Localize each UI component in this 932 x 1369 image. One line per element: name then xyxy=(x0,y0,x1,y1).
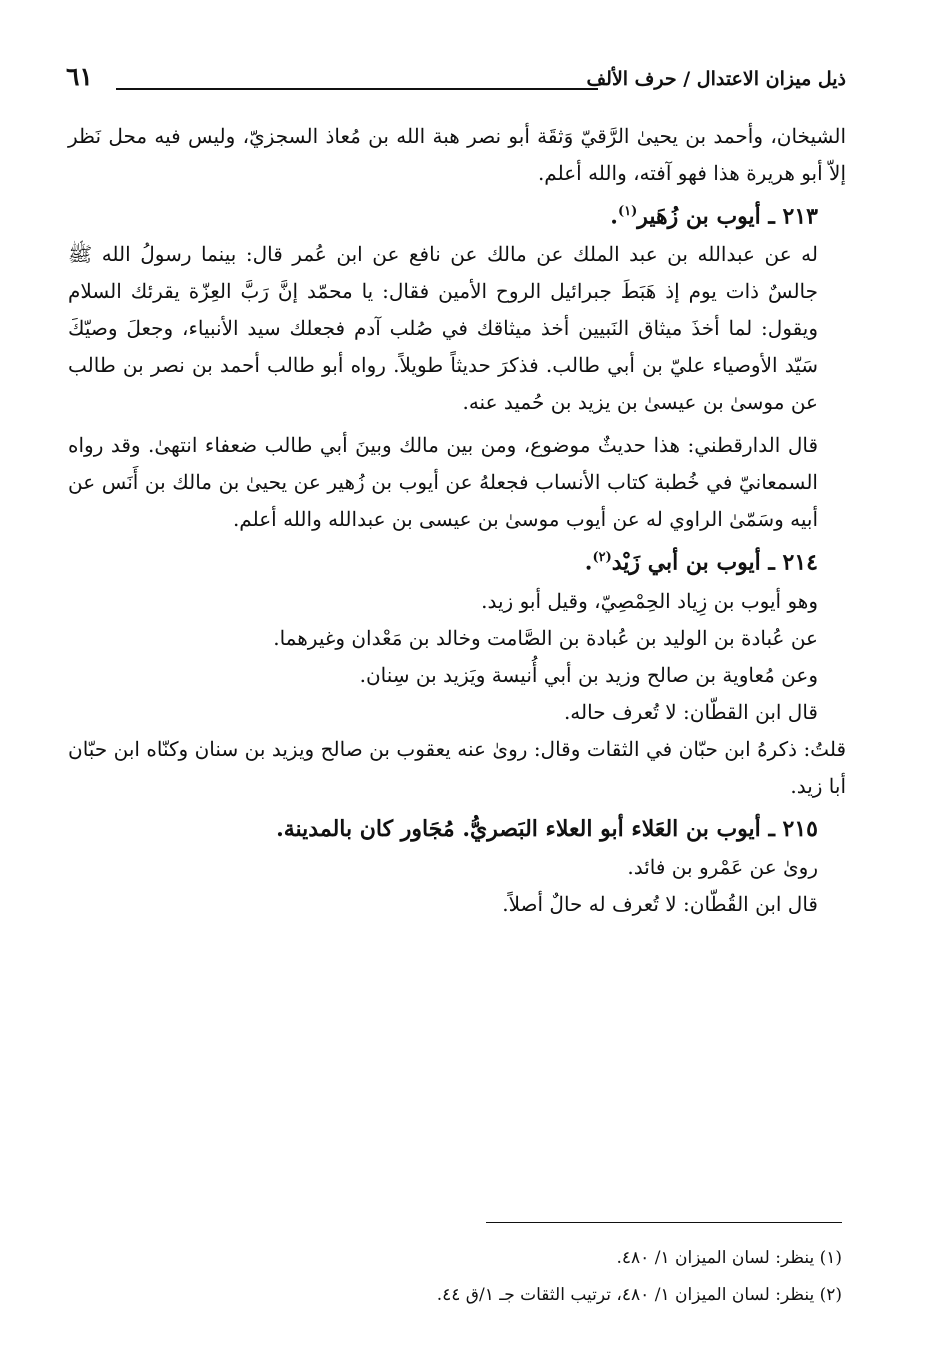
paragraph: الشيخان، وأحمد بن يحيىٰ الرَّقيّ وَثقَة أبو نصر هبة الله بن مُعاذ السجزيّ، وليس فيه محل نَظر إلاّ أبو هريرة هذا فهو آفته، والله أعلم. xyxy=(68,124,846,185)
footnote-1: (١) ينظر: لسان الميزان ١/ ٤٨٠. xyxy=(616,1248,842,1268)
page-number: ٦١ xyxy=(66,62,93,91)
paragraph: له عن عبدالله بن عبد الملك عن مالك عن نافع عن ابن عُمر قال: بينما رسولُ الله ﷺ جالسٌ ذات يوم إذ هَبَطَ جبرائيل الروح الأمين فقال: يا محمّد إنَّ رَبَّ العِزّة يقرئك السلام ويقول: لما أخذَ ميثاق النَبيين أخذ ميثاقك في صُلب آدم فجعلك سيد الأنبياء، وجعلَ وصيّكَ سَيّد الأوصياء عليّ بن أبي طالب. فذكرَ حديثاً طويلاً. رواه أبو طالب أحمد بن نصر بن طالب عن موسىٰ بن عيسىٰ بن يزيد بن حُميد عنه. xyxy=(68,242,818,415)
page-header xyxy=(66,62,846,102)
entry-heading-213: ٢١٣ ـ أيوب بن زُهَير$^{(١)}$. xyxy=(610,203,818,230)
paragraph: قلتُ: ذكرهُ ابن حبّان في الثقات وقال: روىٰ عنه يعقوب بن صالح ويزيد بن سنان وكنّاه ابن حبّان أبا زيد. xyxy=(68,736,846,798)
footnote-ref: (٢) xyxy=(592,550,612,566)
paragraph: وعن مُعاوية بن صالح وزيد بن أبي أُنيسة ويَزيد بن سِنان. xyxy=(359,662,818,687)
footnote-rule xyxy=(486,1222,842,1223)
page-body xyxy=(68,118,846,923)
paragraph: عن عُبادة بن الوليد بن عُبادة بن الصَّامت وخالد بن مَعْدان وغيرهما. xyxy=(273,625,818,650)
entry-heading-215: ٢١٥ ـ أيوب بن العَلاء أبو العلاء البَصريُّ. مُجَاور كان بالمدينة. xyxy=(276,815,818,842)
footnotes xyxy=(142,1240,842,1314)
footnote-2: (٢) ينظر: لسان الميزان ١/ ٤٨٠، ترتيب الثقات جـ ١/ق ٤٤. xyxy=(436,1285,842,1305)
paragraph: روىٰ عن عَمْرو بن فائد. xyxy=(627,854,818,879)
header-rule xyxy=(116,88,598,90)
footnote-ref: (١) xyxy=(617,204,638,219)
paragraph: قال الدارقطني: هذا حديثٌ موضوع، ومن بين مالك وبينَ أبي طالب ضعفاء انتهىٰ. وقد رواه السمعانيّ في خُطبة كتاب الأنساب فجعلهُ عن أيوب بن زُهير عن يحيىٰ بن مالك بن أَنَس عن أبيه وسَمّىٰ الراوي له عن أيوب موسىٰ بن عيسى بن عبدالله والله أعلم. xyxy=(68,433,818,532)
paragraph: وهو أيوب بن زِياد الحِمْصِيّ، وقيل أبو زيد. xyxy=(481,588,818,613)
paragraph: قال ابن القُطّان: لا تُعرف له حالٌ أصلاً. xyxy=(502,891,818,916)
entry-heading-214: ٢١٤ ـ أيوب بن أبي زَيْد$^{(٢)}$. xyxy=(584,549,818,576)
running-title: ذيل ميزان الاعتدال / حرف الألف xyxy=(586,68,846,90)
paragraph: قال ابن القطّان: لا تُعرف حاله. xyxy=(563,699,818,724)
